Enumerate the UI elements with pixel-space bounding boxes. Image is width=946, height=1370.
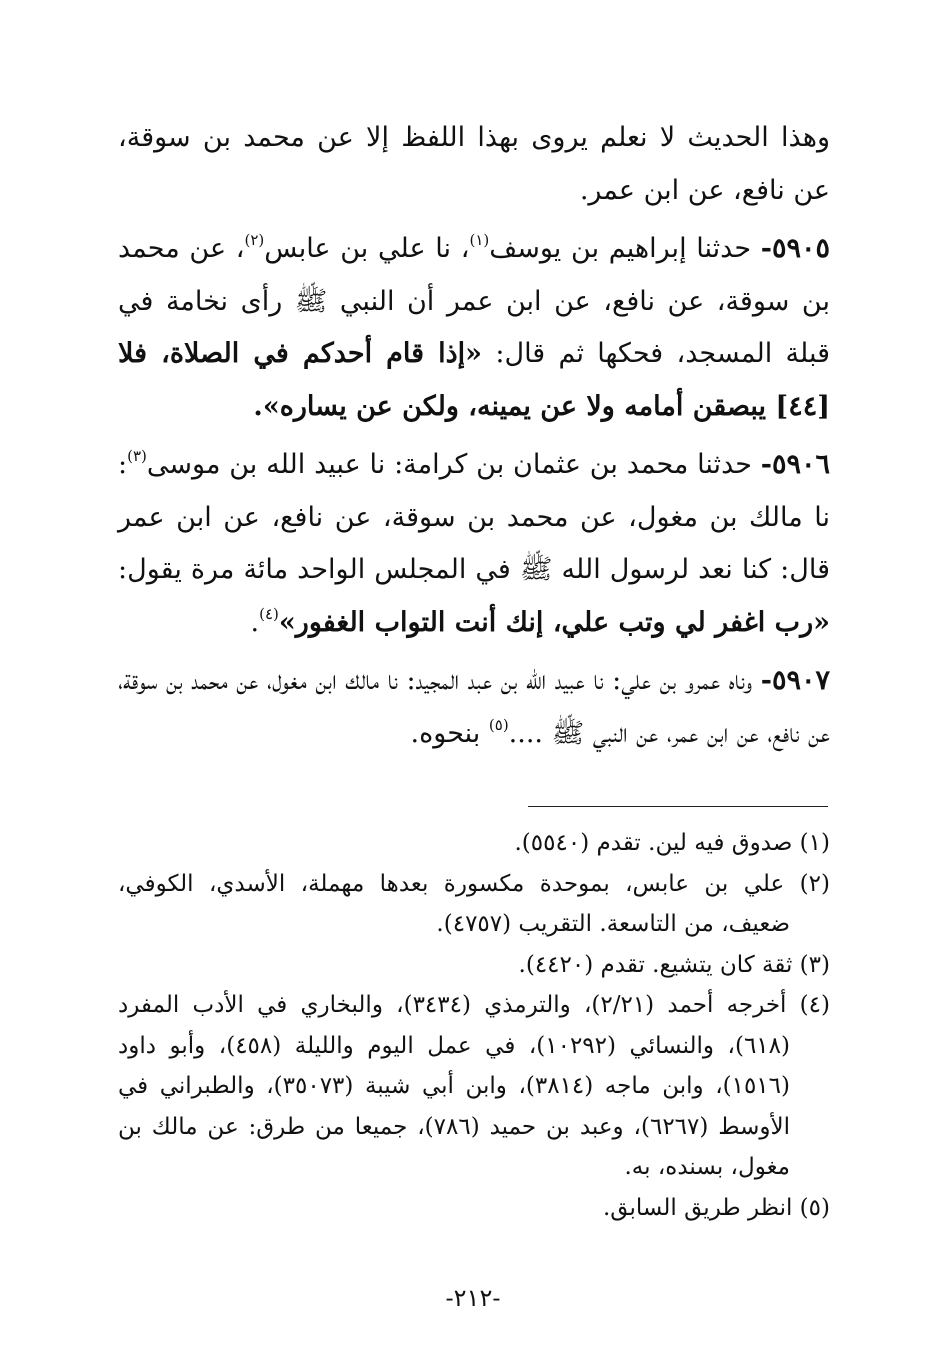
intro-text: وهذا الحديث لا نعلم يروى بهذا اللفظ إلا عن محمد بن سوقة، عن نافع، عن ابن عمر.: [118, 122, 830, 206]
footnote-4: (٤) أخرجه أحمد (٢/٢١)، والترمذي (٣٤٣٤)، والبخاري في الأدب المفرد (٦١٨)، والنسائي (١٠٢٩٢)، في عمل اليوم والليلة (٤٥٨)، وأبو داود (١٥١٦)، وابن ماجه (٣٨١٤)، وابن أبي شيبة (٣٥٠٧٣)، والطبراني في الأوسط (٦٢٦٧)، وعبد بن حميد (٧٨٦)، جميعا من طرق: عن مالك بن مغول، بسنده، به.: [118, 992, 830, 1180]
footnote-ref[interactable]: (١): [469, 231, 490, 249]
paragraph-intro: [118, 112, 830, 217]
hadith-text: وناه عمرو بن علي: نا عبيد الله بن عبد المجيد: نا مالك ابن مغول، عن محمد بن سوقة، عن نافع، عن ابن عمر، عن النبي ﷺ ....: [118, 665, 830, 749]
page-number: -٢١٢-: [445, 1284, 501, 1312]
hadith-text: .: [250, 606, 260, 638]
hadith-text: حدثنا إبراهيم بن يوسف: [489, 233, 761, 264]
hadith-number: ٥٩٠٥-: [760, 233, 830, 264]
hadith-text: ، عن محمد بن سوقة، عن نافع، عن ابن عمر أن النبي ﷺ رأى نخامة في قبلة المسجد، فحكها ثم قال:: [118, 233, 831, 369]
footnote-ref[interactable]: (٣): [127, 447, 147, 465]
hadith-text: حدثنا محمد بن عثمان بن كرامة: نا عبيد الله بن موسى: [146, 449, 761, 480]
footnotes: [118, 823, 830, 1228]
footnote-separator: [528, 806, 828, 807]
main-text: [118, 112, 830, 760]
hadith-text: ، نا علي بن عابس: [264, 233, 470, 264]
footnote-ref[interactable]: (٢): [244, 231, 265, 249]
hadith-quote: «رب اغفر لي وتب علي، إنك أنت التواب الغفور»: [278, 606, 830, 638]
footnote-3: (٣) ثقة كان يتشيع. تقدم (٤٤٢٠).: [518, 951, 830, 978]
footnote-1: (١) صدوق فيه لين. تقدم (٥٥٤٠).: [514, 830, 830, 856]
footnote-5: (٥) انظر طريق السابق.: [603, 1194, 830, 1221]
hadith-quote: «إذا قام أحدكم في الصلاة، فلا [٤٤] يبصقن أمامه ولا عن يمينه، ولكن عن يساره».: [118, 338, 830, 422]
hadith-5906: [118, 439, 830, 649]
hadith-5907: [118, 655, 830, 760]
footnote-ref[interactable]: (٤): [259, 604, 279, 623]
hadith-5905: [118, 223, 830, 433]
hadith-number: ٥٩٠٦-: [760, 449, 830, 480]
hadith-text: : نا مالك بن مغول، عن محمد بن سوقة، عن نافع، عن ابن عمر قال: كنا نعد لرسول الله ﷺ في المجلس الواحد مائة مرة يقول:: [118, 449, 830, 585]
footnote-ref[interactable]: (٥): [488, 715, 509, 734]
hadith-number: ٥٩٠٧-: [760, 665, 830, 696]
footnote-2: (٢) علي بن عابس، بموحدة مكسورة بعدها مهملة، الأسدي، الكوفي، ضعيف، من التاسعة. التقريب (٤٧٥٧).: [118, 870, 830, 937]
hadith-text: بنحوه.: [410, 717, 489, 749]
